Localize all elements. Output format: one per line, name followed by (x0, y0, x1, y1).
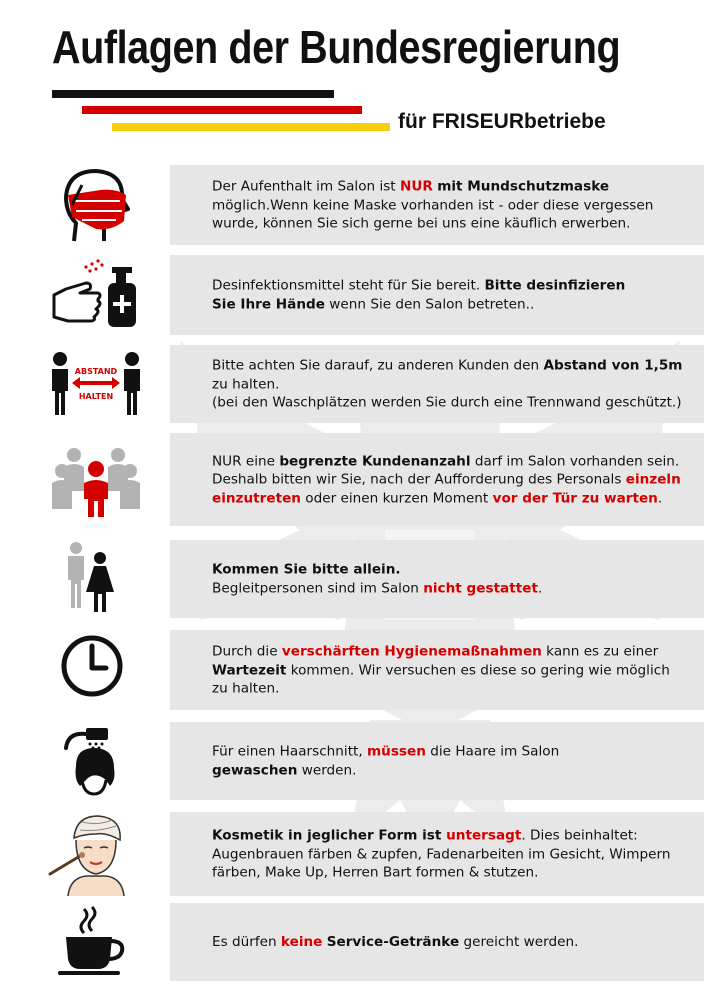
page-title: Auflagen der Bundesregierung (52, 21, 621, 73)
cosmetics-icon (46, 812, 146, 896)
clock-icon (46, 630, 146, 710)
page-subtitle: für FRISEURbetriebe (398, 110, 606, 133)
rule-text: Kosmetik in jeglicher Form ist untersagt. Dies beinhaltet: Augenbrauen färben & zupfen, Fadenarbeiten im Gesicht, Wimpern färben, Make Up, Herren Bart formen & stutzen. (212, 827, 671, 881)
rule-text: Bitte achten Sie darauf, zu anderen Kunden den Abstand von 1,5m zu halten. (bei den Waschplätzen werden Sie durch eine Trennwand geschützt.) (212, 357, 683, 411)
rule-text: Desinfektionsmittel steht für Sie bereit. Bitte desinfizieren Sie Ihre Hände wenn Sie den Salon betreten.. (212, 277, 626, 312)
rule-text-box (170, 345, 704, 423)
flag-stripe-black (52, 90, 334, 98)
rule-row-cosmetics (0, 812, 704, 896)
limited-customers-icon (46, 439, 146, 519)
rule-text-box (170, 255, 704, 335)
rule-text-box (170, 630, 704, 710)
rule-text-box (170, 165, 704, 245)
rule-text-box (170, 722, 704, 800)
rule-row-hair-wash (0, 722, 704, 800)
rule-row-disinfectant (0, 255, 704, 335)
rule-text: NUR eine begrenzte Kundenanzahl darf im Salon vorhanden sein. Deshalb bitten wir Sie, nach der Aufforderung des Personals einzeln einzutreten oder einen kurzen Moment vor der Tür zu warten. (212, 452, 681, 506)
flag-stripe-red (82, 106, 362, 114)
rule-row-limited-customers (0, 433, 704, 526)
hand-disinfectant-icon (46, 255, 146, 335)
rule-row-come-alone (0, 540, 704, 618)
hair-wash-icon (46, 722, 146, 802)
rule-text: Kommen Sie bitte allein. Begleitpersonen sind im Salon nicht gestattet. (212, 561, 543, 596)
rule-text: Für einen Haarschnitt, müssen die Haare im Salon gewaschen werden. (212, 743, 560, 778)
rule-text-box (170, 540, 704, 618)
rule-text-box (170, 812, 704, 896)
rule-row-mask (0, 165, 704, 245)
rule-text-box (170, 433, 704, 526)
face-mask-icon (46, 165, 146, 245)
rule-text: Der Aufenthalt im Salon ist NUR mit Mundschutzmaske möglich.Wenn keine Maske vorhanden ist - oder diese vergessen wurde, können Sie sich gerne bei uns eine käuflich erwerben. (212, 178, 654, 232)
rule-row-waiting-time (0, 630, 704, 710)
svg-text:c: c (74, 191, 80, 202)
distance-label-bottom: HALTEN (78, 392, 114, 401)
rule-text: Durch die verschärften Hygienemaßnahmen kann es zu einer Wartezeit kommen. Wir versuchen es diese so gering wie möglich zu halten. (212, 643, 670, 697)
coffee-cup-icon (46, 903, 146, 983)
keep-distance-icon (46, 345, 146, 425)
distance-label-top: ABSTAND (74, 367, 118, 376)
flag-stripe-gold (112, 123, 390, 131)
rule-text-box (170, 903, 704, 981)
come-alone-icon (46, 540, 146, 620)
rule-row-distance (0, 345, 704, 423)
rule-row-drinks (0, 903, 704, 981)
rule-text: Es dürfen keine Service-Getränke gereicht werden. (212, 933, 579, 950)
